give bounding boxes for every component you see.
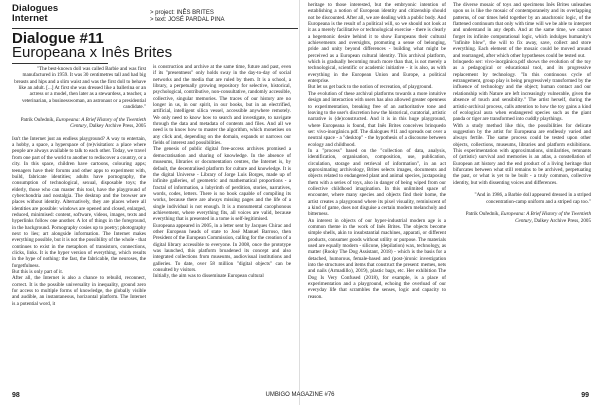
closing-citation — [453, 211, 591, 224]
left-column-2 — [153, 2, 291, 388]
epigraph-quote: "The best-known doll was called Barbie and was first manufactured in 1959. It was 30 centimetres tall and had big breasts and hips and a slim waist and was the first doll to behave like an adult. [...] At first she was dressed like a ballerina or an actress or a model, then later as a stewardess, a teacher, a veterinarian, a businesswoman, an astronaut or a presidential candidate." — [14, 66, 146, 111]
right-page-number: 99 — [581, 392, 589, 399]
body-paragraph: The evolution of these archival platforms towards a more intuitive design and interaction with users has also allowed greater openness to experimentation, breaking free of an authoritative tone and leaving to the user's discretion how the historical, curatorial, artistic narrative is (de)constructed. And it is in this huge playground, where Europeana is found, that Inês Brites conceives brinquedo ser: vivo-inorgânico.pdf. The dialogues #11 and spreads out over a neutral space - a "desktop" - the hypothesis of a discourse between ecology and childhood. — [308, 90, 446, 148]
body-paragraph: The genesis of public digital free-access archives promised a democratisation and sharing of knowledge. In the absence of museums, libraries or documentation centres, the Internet is, by default, the decentralised platform for culture and knowledge. It is the digital Universe - Library of Jorge Luis Borges, made up of infinite galleries, of geometric and mathematical proportions - a fractal of information, a labyrinth of perdition, stories, narratives, words, codes, letters. There is no book capable of compiling its works, because there are always missing pages and the life of a single individual is not enough. It is a monumental cacophonous achievement, where everything fits, all voices are valid, because everything that is presented in a tome is self-legitimised. — [153, 146, 291, 223]
citation-work: Europeana: A Brief History of the Twentieth Century — [500, 211, 591, 224]
body-paragraph: But let us get back to the notion of recreation, of playground. — [308, 84, 433, 91]
left-column-1 — [12, 66, 146, 388]
body-paragraph: Isn't the Internet just an endless playground? A way to entertain, a hobby, a space, a hyperspace of (re)visitation: a place where people are always available to talk to each other. Today, we travel from one part of the world to another to rediscover a country, or a city. In this space, children have cartoons, colouring apps; teenagers have their forums and other apps to experiment with, build, fabricate identities; adults have pornography, the consumption of technological, sexual, disposable toys; the elderly, those who can master this tool, have the playground of cyberchondria and nostalgia. The desktop and the browser are places without identity. Alternatively, they are places where all identities are possible: windows are opened and closed, enlarged, reduced, minimised: content, software, videos, images, texts and hyperlinks follow one another. A lot of things in the foreground, in the background. Pornography cosies up to poetry; photography next to lies; art alongside information. The Internet makes everything possible, but it is not the possibility of the whole - that continues to exist in the metaphors of transistors, connections, clicks, links. It is the hyper version of everything, which results in the hype of nothing: the fast, the fabricable, the neuroses, the forgetfulness. — [12, 135, 146, 269]
article-subtitle: Europeana x Inês Brites — [12, 44, 173, 61]
title-divider — [12, 63, 108, 64]
body-paragraph: heritage to those interested, but the embryonic intention of establishing a notion of European identity and citizenship should not be discounted. After all, we are dealing with a public body. And Europeana is the result of a political will, so we should not look at it as a merely facilitative or technological exercise - there is clearly a hegemonic desire behind it to show Europeans their cultural achievements and oversights, promoting a sense of belonging, pride and unity beyond differences - building what might be perceived as a European cultural identity. This archival platform, which is gradually becoming much more than that, is not merely a technological, scientific or academic initiative - it is also, as with everything in the European Union and Europe, a political enterprise. — [308, 2, 446, 85]
text-credit: > text: JOSÉ PARDAL PINA — [150, 17, 225, 23]
section-label-line1: Dialogues — [12, 3, 59, 14]
citation-publisher: , Dalkey Archive Press, 2005 — [86, 123, 146, 130]
magazine-name: UMBIGO MAGAZINE #76 — [265, 392, 335, 398]
body-paragraph: Europeana appeared in 2005, in a letter sent by Jacques Chirac and other European heads of state to José Manuel Barroso, then President of the European Commission, calling for the creation of a digital library accessible to everyone. In 2008, once the prototype was launched, this platform broadened its concept and also integrated collections from museums, audiovisual institutions and galleries. To date, over 58 million "digital objects" can be consulted by visitors. — [153, 222, 291, 273]
section-label-line2: Internet — [12, 13, 48, 24]
citation-author: Patrik Ouředník, — [465, 211, 501, 218]
closing-quote: "And in 1986, a Barbie doll appeared dressed in a striped concentration-camp uniform and a striped cap too." — [474, 192, 591, 205]
body-paragraph: brinquedo ser: vivo-inorgânico.pdf shows the evolution of the toy as a pedagogical or educational tool, and its progressive replacement by technology. "In this continuous cycle of estrangement, group play is being progressively transformed by the influence of technology and the object; human contact and our relationship with Nature are left increasingly vulnerable, given the absence of touch and sensibility." The artist herself, during the artistic-archival process, calls attention to how the toy gains a kind of ecological aura when endangered species such as the giant panda or tiger are transformed into cuddly playthings. — [453, 59, 591, 123]
citation-work: Europeana: A Brief History of the Twentieth Century — [55, 116, 146, 130]
body-paragraph: After all, the Internet is also a chance to rebuild, reconnect, correct. It is the possible universality in inequality, ground zero for access to multiple forms of knowledge, the globally visible and audible, an instantaneous, horizontal platform. The Internet is a potential word, it — [12, 275, 146, 307]
right-column-2 — [453, 2, 591, 388]
body-paragraph: An interest in objects of our hyper-industrial modern age is a common theme in the work of Inês Brites. The objects become simple shells, akin to insubstantial machines, apparati, or different products, consumer goods without utility or purpose. The materials used are equally modern - silicone, (depilation) wax, technology, as matter (Rooky The Dog Assistant, 2018) - which is the basis for a detached, humorous, female-based and (post-)ironic investigation into the structures and items that construct the present: memes, nets and nails (Armadillo), 2019), plastic bags, etc. Her exhibition The Dog Is Very Confused (2018), for example, is a place of experimentation and a playground, echoing the overload of our everyday life that scrambles the senses, logic and capacity to reason. — [308, 217, 446, 300]
page-gutter — [299, 0, 300, 405]
body-paragraph: The diverse mosaic of toys and specimens Inês Brites unleashes upon us is like the mosaic of contemporaneity and its overlapping patterns, of our times held together by an anachronic logic, of the flattened continuum that only with time will we be able to interpret and understand in any depth. And at the same time, we cannot forget its infinite computational logic, which indulges humanity's "infinite blow", the will to fix away, save, collect and store everything. Each element of the mosaic could be moved around and rearranged, after which other hypotheses could be tested out. — [453, 2, 591, 59]
body-paragraph: With a study method like this, the possibilities for delicate suggestion by the artist for Europeana are endlessly varied and always fertile. The same process could be tested upon other objects, collections, museums, libraries and platform exhibitions. This experimentation with approximations, similarities, remnants of (artistic) survival and memories is an atlas, a constellation of European art history and the end product of a living heritage that bifurcates between what still remains to be archived, perpetuating the past, or what is yet to be built - a truly common, collective identity, but with dissenting voices and differences. — [453, 122, 591, 186]
right-column-1 — [308, 2, 446, 388]
left-page-number: 98 — [12, 392, 20, 399]
body-paragraph: is construction and archive at the same time, future and past, even if its "presentness" only holds sway in the day-to-day of social networks and the media that are ruled by them. It is a school, a library, a perpetually growing repository for selective, historical, psychological, contributive, non-consultative, randomly accessible, collective, singular memories. The traces of our history are no longer in us, in our spirit, in our books, but in an electrified, artificial, intelligent silica vessel, accessible anywhere remotely. We only need to know how to search and investigate, to navigate through the data and metadata of contents and files. And all we need is to know how to master the algorithm, which monetises on any click and, depending on the domain, expands or narrows our fields of interest and possibilities. — [153, 64, 291, 147]
project-credit: > project: INÊS BRITES — [150, 10, 214, 16]
epigraph-citation — [12, 117, 146, 130]
section-label — [12, 4, 102, 24]
body-paragraph: Initially, the aim was to disseminate European cultural — [153, 273, 264, 280]
body-paragraph: But this is only part of it. — [12, 269, 64, 275]
article-title: Dialogue #11 — [12, 30, 104, 47]
citation-publisher: , Dalkey Archive Press, 2005 — [531, 217, 591, 224]
citation-author: Patrik Ouředník, — [20, 116, 56, 123]
body-paragraph: In a "process" based on the "collection of data, analysis, identification, organisation, composition, use, publication, circulation, storage and retrieval of information", in an act approximating archivology, Brites selects images, documents and objects related to endangered plant and animal species, juxtaposing them with a series of toys, also in danger of being wiped from our collective childhood imagination. In this unlimited space of encounter, where many species and objects find their home, the artist creates a playground where its pixel visuality, reminiscent of a kind of game, does not disguise a certain modern melancholy and bitterness. — [308, 147, 446, 218]
